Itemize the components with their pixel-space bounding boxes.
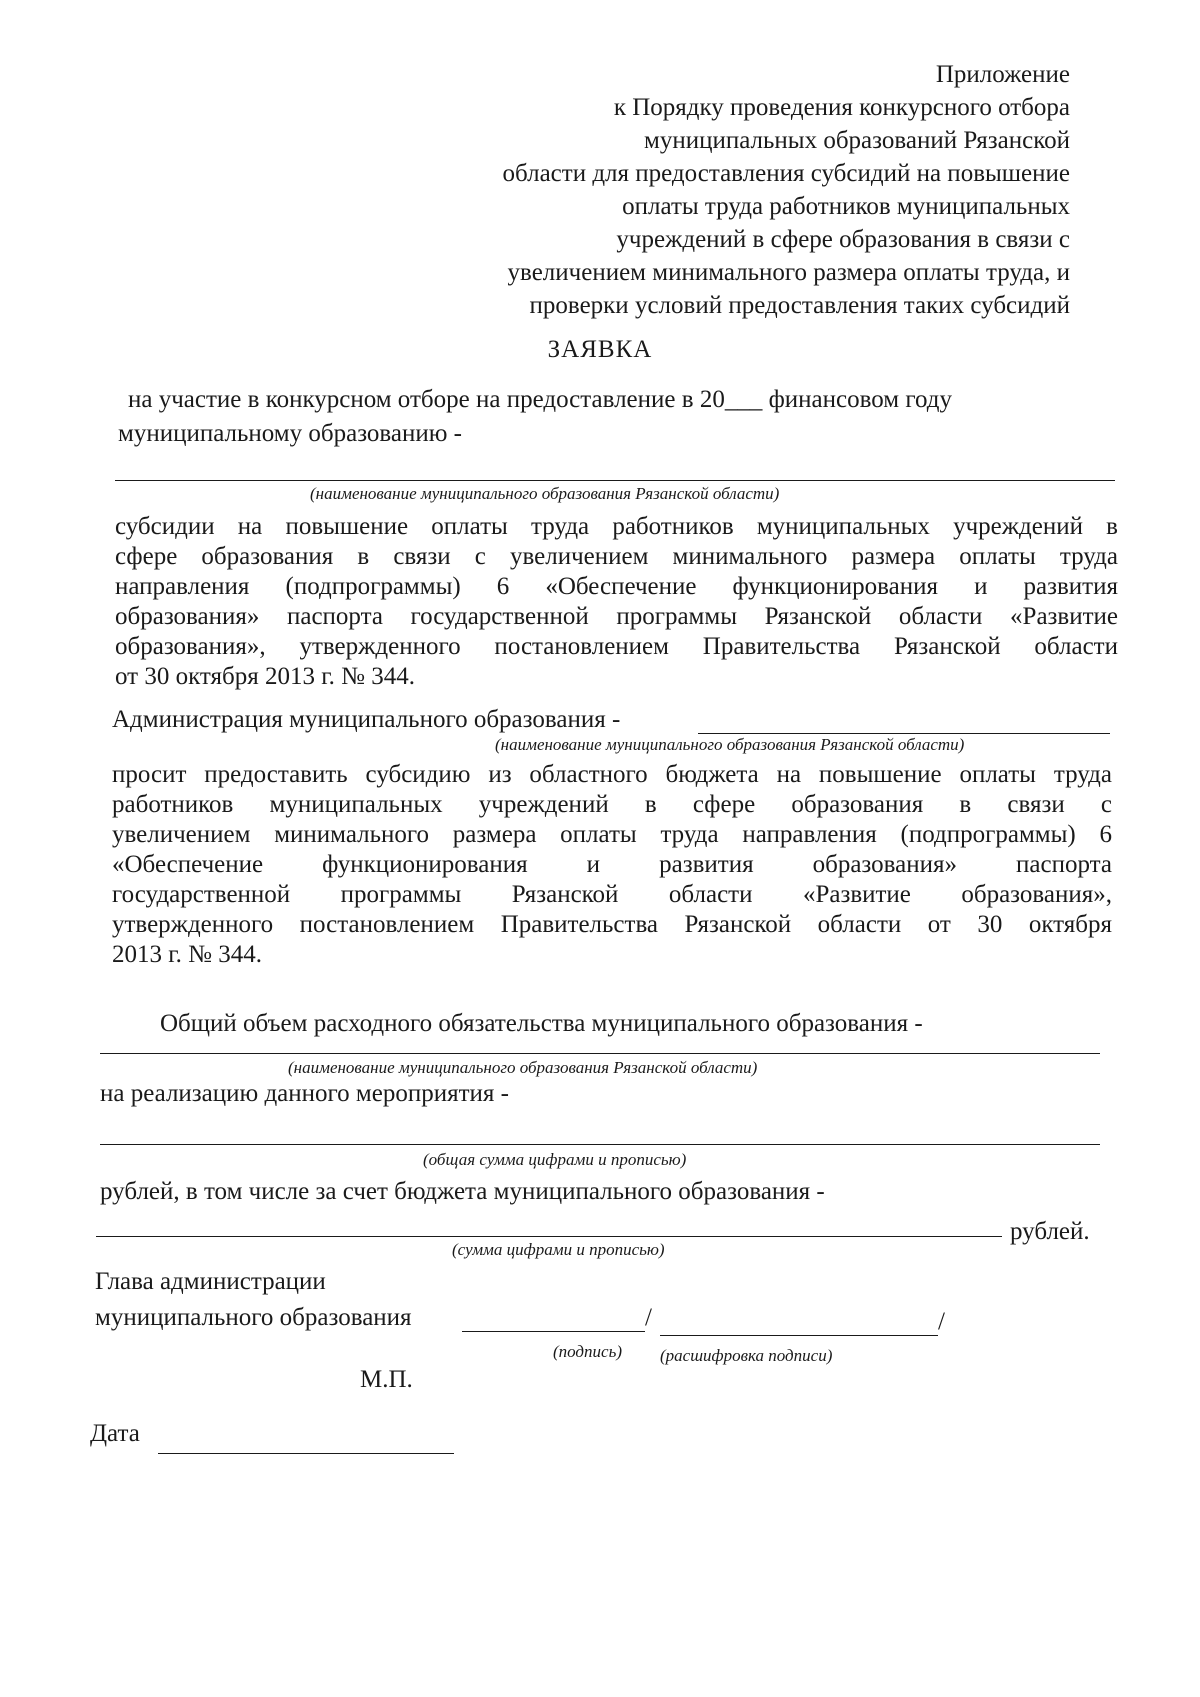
- blank-line-signature-decode: [660, 1335, 938, 1336]
- hint-total-sum: (общая сумма цифрами и прописью): [423, 1150, 687, 1169]
- hint-volume-name: (наименование муниципального образования Рязанской области): [288, 1058, 758, 1077]
- paragraph-line: направления (подпрограммы) 6 «Обеспечение функционирования и развития: [115, 573, 1118, 600]
- header-line: увеличением минимального размера оплаты труда, и: [507, 259, 1070, 286]
- implementation-line: на реализацию данного мероприятия -: [100, 1080, 509, 1107]
- paragraph-request: [112, 760, 1112, 970]
- paragraph-line: субсидии на повышение оплаты труда работников муниципальных учреждений в: [115, 513, 1118, 540]
- paragraph-subsidy: [115, 512, 1118, 692]
- header-line: проверки условий предоставления таких субсидий: [529, 292, 1070, 319]
- paragraph-line: работников муниципальных учреждений в сфере образования в связи с: [112, 791, 1112, 818]
- header-line: муниципальных образований Рязанской: [644, 127, 1070, 154]
- stamp-label: М.П.: [360, 1366, 413, 1393]
- paragraph-line: образования» паспорта государственной программы Рязанской области «Развитие: [115, 603, 1118, 630]
- paragraph-line: утвержденного постановлением Правительства Рязанской области от 30 октября: [112, 911, 1112, 938]
- blank-line-budget: [96, 1236, 1002, 1237]
- blank-line-signature: [462, 1331, 645, 1332]
- signature-slash-1: /: [645, 1304, 652, 1331]
- hint-admin-name: (наименование муниципального образования Рязанской области): [495, 735, 965, 754]
- header-line: Приложение: [935, 61, 1070, 88]
- signature-title-line-1: Глава администрации: [95, 1268, 326, 1295]
- date-label: Дата: [90, 1420, 140, 1447]
- paragraph-line: просит предоставить субсидию из областного бюджета на повышение оплаты труда: [112, 761, 1112, 788]
- paragraph-line: сфере образования в связи с увеличением минимального размера оплаты труда: [115, 543, 1118, 570]
- document-title: ЗАЯВКА: [547, 336, 653, 363]
- signature-slash-2: /: [938, 1308, 945, 1335]
- header-line: учреждений в сфере образования в связи с: [616, 226, 1070, 253]
- paragraph-line: образования», утвержденного постановлением Правительства Рязанской области: [115, 633, 1118, 660]
- hint-municipality-name: (наименование муниципального образования Рязанской области): [310, 484, 780, 503]
- rubles-label: рублей.: [1010, 1218, 1090, 1245]
- volume-line: Общий объем расходного обязательства муниципального образования -: [160, 1010, 923, 1037]
- blank-line-admin: [698, 733, 1110, 734]
- header-line: области для предоставления субсидий на повышение: [502, 160, 1070, 187]
- paragraph-line: государственной программы Рязанской области «Развитие образования»,: [112, 881, 1112, 908]
- blank-line-municipality: [115, 480, 1115, 481]
- blank-line-total: [100, 1144, 1100, 1145]
- paragraph-line: увеличением минимального размера оплаты труда направления (подпрограммы) 6: [112, 821, 1112, 848]
- blank-line-date: [158, 1453, 454, 1454]
- appendix-header: [370, 58, 1070, 322]
- hint-signature-decode: (расшифровка подписи): [660, 1346, 833, 1365]
- paragraph-line: от 30 октября 2013 г. № 344.: [115, 663, 416, 690]
- hint-sum: (сумма цифрами и прописью): [452, 1240, 665, 1259]
- admin-label: Администрация муниципального образования -: [112, 706, 621, 733]
- paragraph-line: «Обеспечение функционирования и развития образования» паспорта: [112, 851, 1112, 878]
- intro-line-1: на участие в конкурсном отборе на предоставление в 20___ финансовом году: [128, 386, 952, 413]
- hint-signature: (подпись): [553, 1342, 622, 1361]
- paragraph-line: 2013 г. № 344.: [112, 941, 263, 968]
- header-line: оплаты труда работников муниципальных: [622, 193, 1070, 220]
- budget-line: рублей, в том числе за счет бюджета муниципального образования -: [100, 1178, 825, 1205]
- signature-title-line-2: муниципального образования: [95, 1304, 412, 1331]
- header-line: к Порядку проведения конкурсного отбора: [613, 94, 1070, 121]
- intro-line-2: муниципальному образованию -: [118, 420, 463, 447]
- blank-line-volume-name: [100, 1053, 1100, 1054]
